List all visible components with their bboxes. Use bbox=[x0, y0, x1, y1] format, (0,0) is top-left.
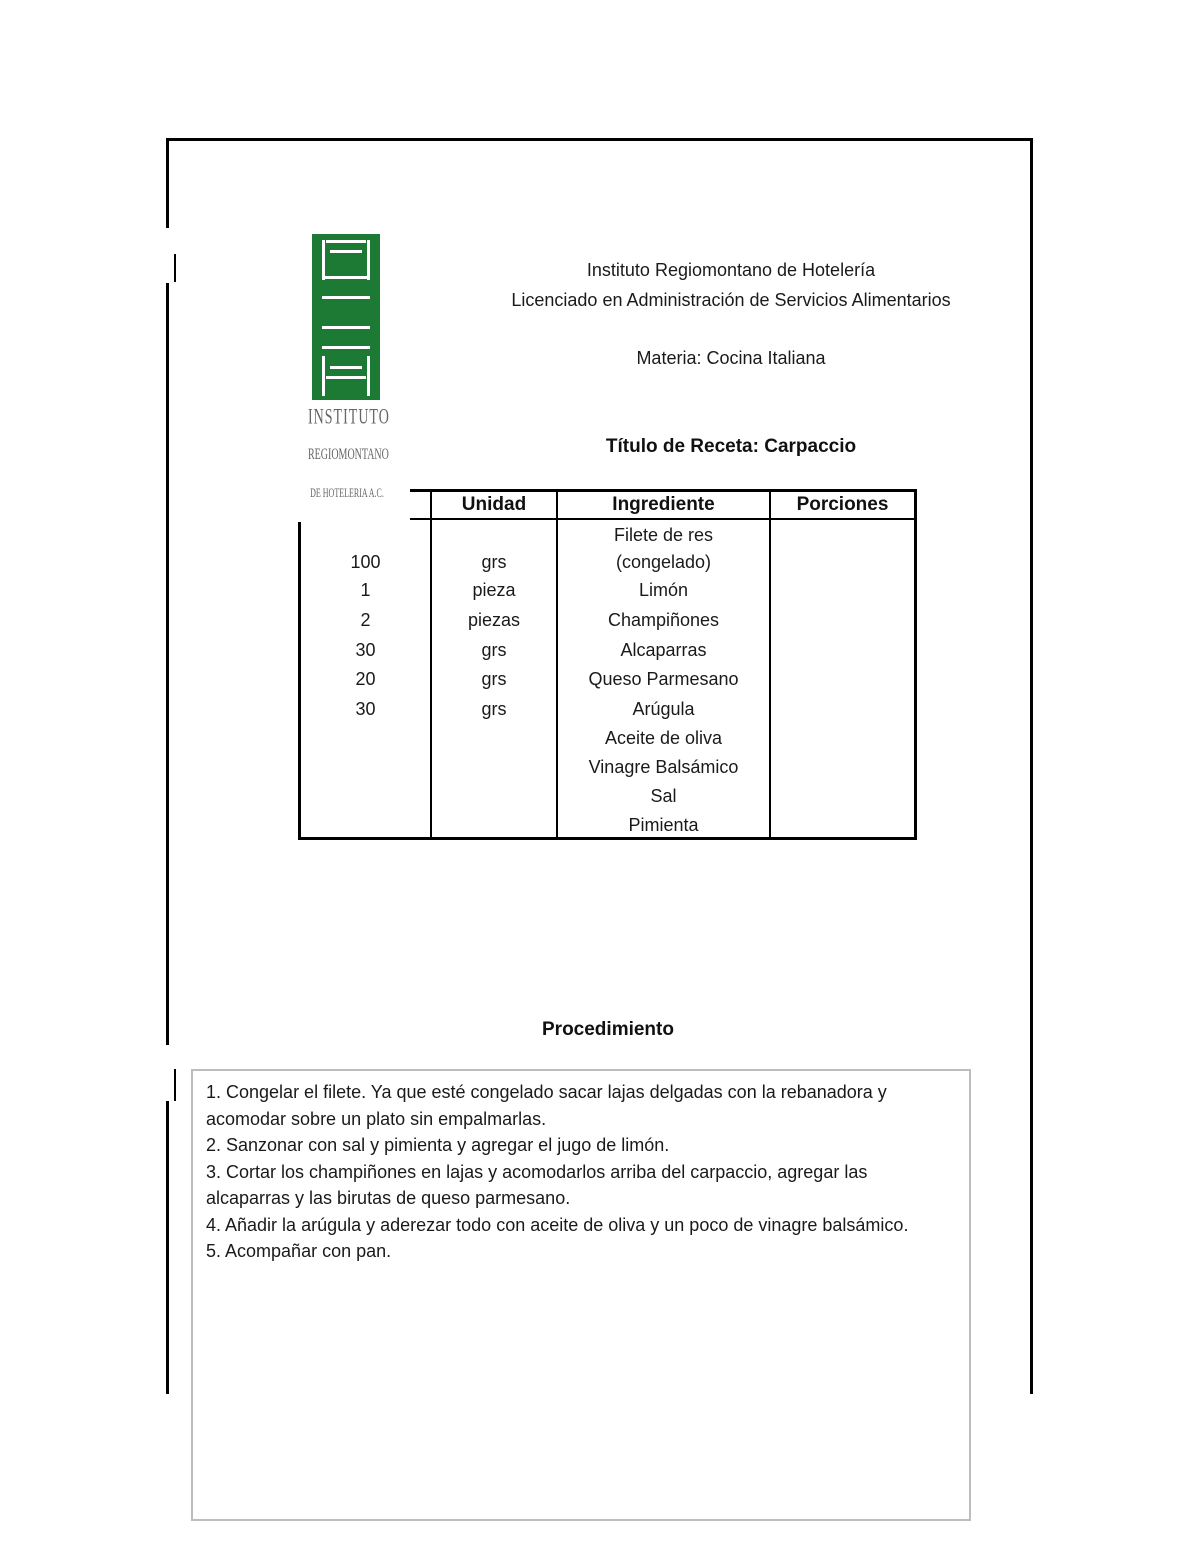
recipe-title: Título de Receta: Carpaccio bbox=[605, 436, 857, 457]
table-header-divider bbox=[410, 518, 917, 520]
program-name: Licenciado en Administración de Servicios Alimentarios bbox=[511, 290, 951, 310]
row-unit: grs bbox=[481, 699, 507, 719]
procedure-title: Procedimiento bbox=[542, 1019, 674, 1040]
logo-text-line-2: REGIOMONTANO bbox=[308, 446, 389, 464]
procedure-steps bbox=[206, 1079, 956, 1265]
table-column-divider bbox=[430, 489, 432, 840]
table-column-divider bbox=[769, 489, 771, 840]
row-unit: grs bbox=[481, 669, 507, 689]
row-ingredient: Pimienta bbox=[628, 815, 699, 835]
institute-logo bbox=[308, 228, 390, 518]
row-ingredient: Filete de res bbox=[613, 525, 714, 545]
row-quantity: 30 bbox=[355, 699, 376, 719]
row-ingredient: (congelado) bbox=[615, 552, 712, 572]
page-frame-left-mark bbox=[174, 254, 176, 282]
table-right-border bbox=[914, 489, 917, 840]
column-header-porciones: Porciones bbox=[796, 494, 889, 515]
logo-emblem bbox=[312, 234, 380, 400]
table-top-border bbox=[410, 489, 917, 492]
row-ingredient: Aceite de oliva bbox=[604, 728, 723, 748]
row-ingredient: Alcaparras bbox=[620, 640, 707, 660]
row-quantity: 20 bbox=[355, 669, 376, 689]
page-frame-top-border bbox=[166, 138, 1033, 141]
procedure-step: 1. Congelar el filete. Ya que esté congelado sacar lajas delgadas con la rebanadora y acomodar sobre un plato sin empalmarlas. bbox=[206, 1082, 887, 1129]
page-frame-left-border bbox=[166, 1101, 169, 1394]
page-frame-left-border bbox=[166, 138, 169, 228]
page-frame-right-border bbox=[1030, 138, 1033, 1394]
row-quantity: 100 bbox=[350, 552, 381, 572]
row-ingredient: Champiñones bbox=[607, 610, 720, 630]
row-ingredient: Queso Parmesano bbox=[588, 669, 739, 689]
subject-name: Materia: Cocina Italiana bbox=[636, 348, 826, 368]
logo-text-line-1: INSTITUTO bbox=[308, 406, 390, 430]
page-frame-left-mark bbox=[174, 1069, 176, 1101]
column-header-unidad: Unidad bbox=[461, 494, 527, 515]
procedure-step: 5. Acompañar con pan. bbox=[206, 1241, 392, 1261]
row-ingredient: Arúgula bbox=[632, 699, 695, 719]
row-unit: grs bbox=[481, 640, 507, 660]
row-quantity: 30 bbox=[355, 640, 376, 660]
procedure-step: 3. Cortar los champiñones en lajas y acomodarlos arriba del carpaccio, agregar las alcaparras y las birutas de queso parmesano. bbox=[206, 1161, 868, 1208]
row-unit: piezas bbox=[467, 610, 521, 630]
row-quantity: 1 bbox=[360, 580, 371, 600]
column-header-ingrediente: Ingrediente bbox=[612, 494, 715, 515]
logo-text-line-3: DE HOTELERIA A.C. bbox=[310, 486, 384, 501]
procedure-step: 2. Sanzonar con sal y pimienta y agregar el jugo de limón. bbox=[206, 1135, 670, 1155]
row-unit: grs bbox=[481, 552, 507, 572]
procedure-step: 4. Añadir la arúgula y aderezar todo con aceite de oliva y un poco de vinagre balsámico. bbox=[206, 1214, 909, 1235]
row-ingredient: Sal bbox=[650, 786, 677, 806]
row-ingredient: Limón bbox=[638, 580, 689, 600]
row-ingredient: Vinagre Balsámico bbox=[588, 757, 739, 777]
institution-name: Instituto Regiomontano de Hotelería bbox=[586, 260, 876, 280]
page-frame-left-border bbox=[166, 283, 169, 1045]
row-unit: pieza bbox=[472, 580, 516, 600]
row-quantity: 2 bbox=[360, 610, 371, 630]
